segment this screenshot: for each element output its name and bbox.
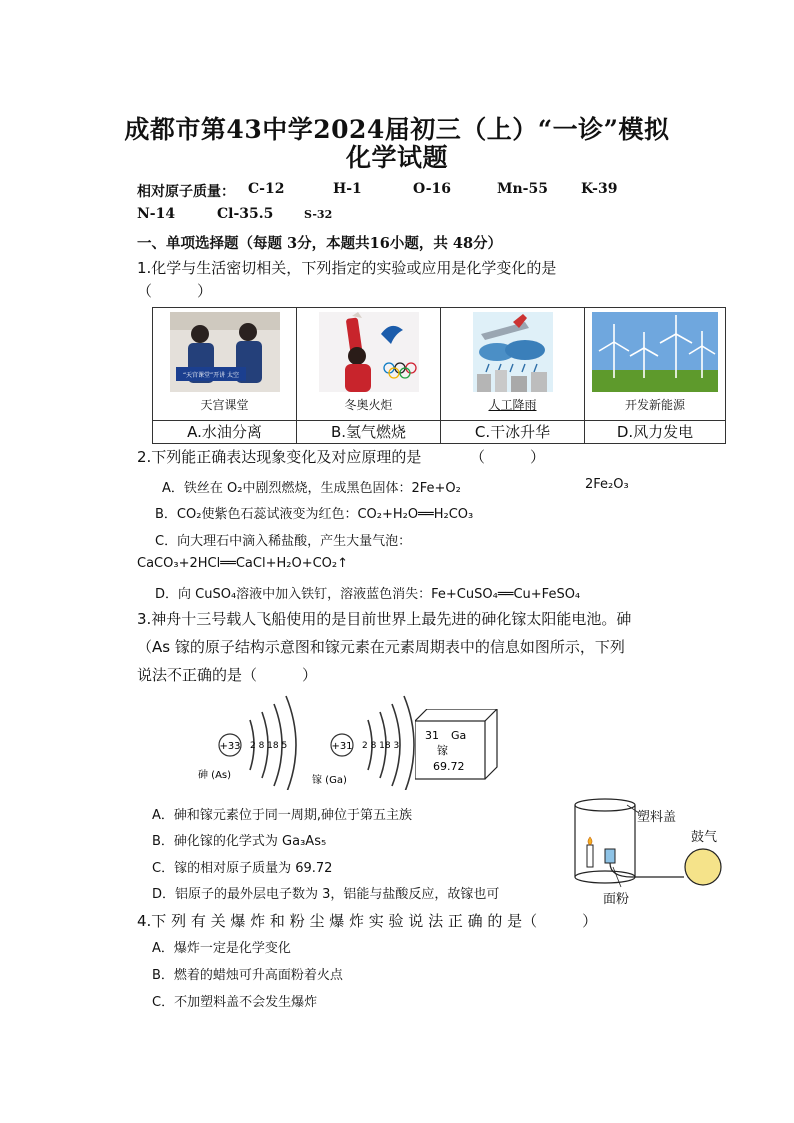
as-nucleus: +33 <box>219 741 241 752</box>
q2-option-d: D．向 CuSO₄溶液中加入铁钉，溶液蓝色消失：Fe+CuSO₄══Cu+FeSO₄ <box>155 587 581 602</box>
q3-option-d: D．铝原子的最外层电子数为 3，铝能与盐酸反应，故镓也可 <box>152 887 500 902</box>
q1-caption: 天宫课堂 <box>200 398 249 412</box>
atomic-mass-item: O-16 <box>413 181 452 197</box>
atomic-mass-item: Mn-55 <box>497 181 548 197</box>
atomic-mass-label: 相对原子质量： <box>137 184 235 200</box>
label-flour: 面粉 <box>603 892 630 907</box>
artificial-rain-cartoon <box>473 312 553 392</box>
ga-electron-config: 2 8 18 3 <box>362 741 400 751</box>
label-blow-air: 鼓气 <box>691 830 718 845</box>
space-classroom-photo <box>170 312 280 392</box>
page-title-line1: 成都市第43中学2024届初三（上）“一诊”模拟 <box>124 115 670 144</box>
atomic-mass-item: Cl-35.5 <box>217 206 274 222</box>
q2-option-b: B．CO₂使紫色石蕊试液变为红色：CO₂+H₂O══H₂CO₃ <box>155 507 474 522</box>
label-plastic-lid: 塑料盖 <box>637 810 677 825</box>
q2-answer-paren: （ ） <box>470 448 546 466</box>
olympic-torch-photo <box>319 312 419 392</box>
atomic-mass-item: N-14 <box>137 206 176 222</box>
ga-label: 镓 (Ga) <box>312 775 347 786</box>
q4-option-b: B．燃着的蜡烛可升高面粉着火点 <box>152 968 343 983</box>
atomic-mass-item: H-1 <box>333 181 362 197</box>
q3-option-b: B．砷化镓的化学式为 Ga₃As₅ <box>152 834 327 849</box>
cell-element-name: 镓 <box>437 744 448 757</box>
as-electron-config: 2 8 18 5 <box>250 741 288 751</box>
q2-option-a-product: 2Fe₂O₃ <box>585 477 629 492</box>
q1-table <box>152 307 726 444</box>
q2-option-c-equation: CaCO₃+2HCl══CaCl+H₂O+CO₂↑ <box>137 556 348 571</box>
atomic-mass-item: K-39 <box>581 181 618 197</box>
tv-banner-text: “天宫课堂”开讲 太空 <box>182 372 239 379</box>
ga-nucleus: +31 <box>331 741 353 752</box>
cell-atomic-number: 31 <box>425 729 439 742</box>
q2-option-a: A．铁丝在 O₂中剧烈燃烧，生成黑色固体：2Fe+O₂ <box>162 481 461 496</box>
q3-option-c: C．镓的相对原子质量为 69.72 <box>152 861 333 876</box>
q1-option-c: C.干冰升华 <box>441 421 585 444</box>
q4-option-c: C．不加塑料盖不会发生爆炸 <box>152 995 318 1010</box>
q3-option-a: A．砷和镓元素位于同一周期,砷位于第五主族 <box>152 808 413 823</box>
periodic-cell-ga <box>415 709 500 781</box>
page-title-line2: 化学试题 <box>345 143 448 172</box>
q3-stem-line2: （As 镓的原子结构示意图和镓元素在元素周期表中的信息如图所示，下列 <box>137 638 625 656</box>
q1-image-cell <box>585 308 726 421</box>
q1-option-d: D.风力发电 <box>585 421 726 444</box>
q1-answer-paren: （ ） <box>137 282 213 300</box>
atomic-mass-item: S-32 <box>304 208 333 221</box>
atomic-mass-item: C-12 <box>248 181 285 197</box>
q4-stem: 4.下 列 有 关 爆 炸 和 粉 尘 爆 炸 实 验 说 法 正 确 的 是（ ） <box>137 912 598 930</box>
q1-stem: 1.化学与生活密切相关，下列指定的实验或应用是化学变化的是 <box>137 259 557 277</box>
q1-image-cell <box>153 308 297 421</box>
q2-stem: 2.下列能正确表达现象变化及对应原理的是 <box>137 448 422 466</box>
q1-option-b: B.氢气燃烧 <box>297 421 441 444</box>
wind-turbine-photo <box>592 312 718 392</box>
cell-symbol: Ga <box>451 729 467 742</box>
q1-option-a: A.水油分离 <box>153 421 297 444</box>
q1-image-cell <box>441 308 585 421</box>
cell-atomic-mass: 69.72 <box>433 760 465 773</box>
q4-option-a: A．爆炸一定是化学变化 <box>152 941 291 956</box>
q2-option-c: C．向大理石中滴入稀盐酸，产生大量气泡： <box>155 534 412 549</box>
section-heading: 一、单项选择题（每题 3分，本题共16小题，共 48分） <box>137 235 503 252</box>
as-label: 砷 (As) <box>198 770 232 781</box>
q3-stem-line1: 3.神舟十三号载人飞船使用的是目前世界上最先进的砷化镓太阳能电池。砷 <box>137 610 632 628</box>
q1-caption: 冬奥火炬 <box>344 398 393 412</box>
q1-image-cell <box>297 308 441 421</box>
q3-stem-line3: 说法不正确的是（ ） <box>137 666 318 684</box>
q1-caption: 开发新能源 <box>624 398 685 412</box>
q1-caption: 人工降雨 <box>488 398 537 412</box>
